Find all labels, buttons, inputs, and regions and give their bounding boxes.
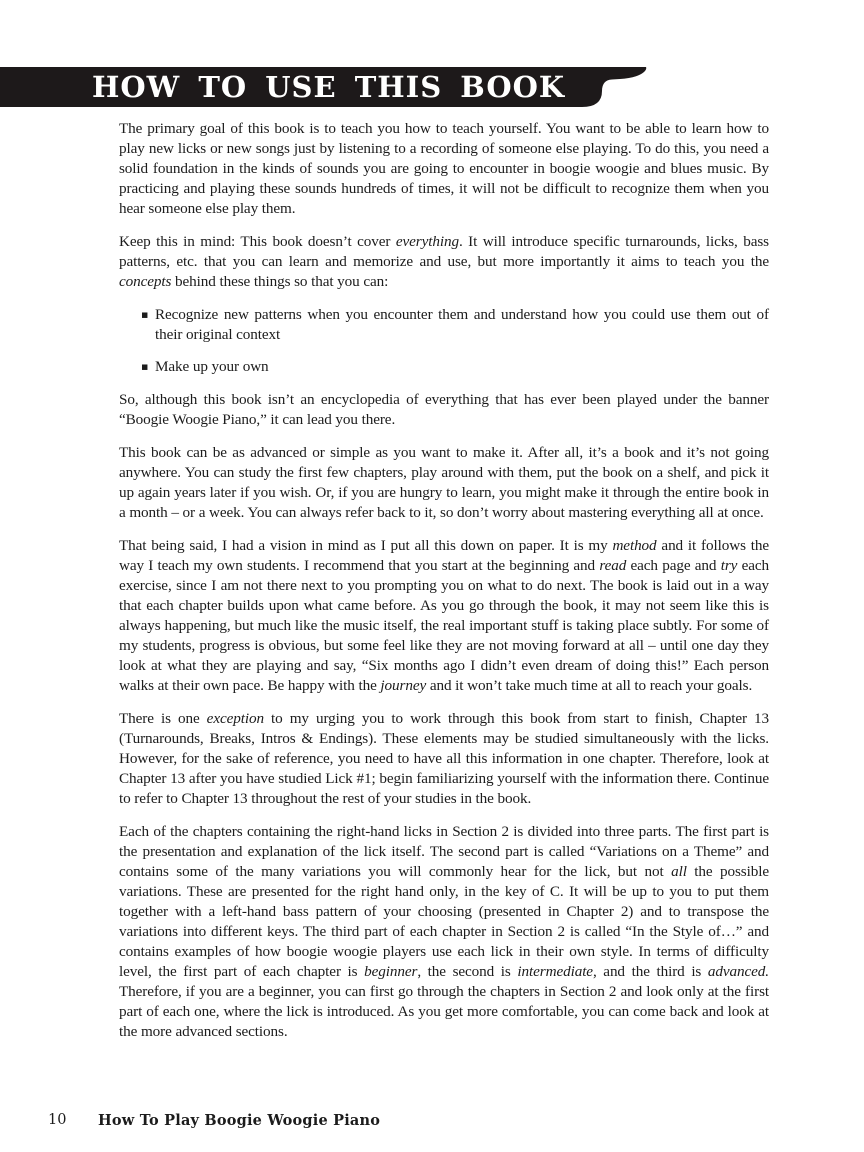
text-run: each page and: [626, 557, 721, 574]
text-run: , the second is: [417, 963, 518, 980]
paragraph: [119, 709, 769, 809]
page-title: HOW TO USE THIS BOOK: [92, 70, 566, 104]
text-run: . It will introduce specific turnarounds, licks, bass patterns, etc. that you can learn and memorize and use, but more importantly it aims to teach you the: [119, 233, 769, 270]
list-item-text: [155, 357, 769, 377]
list-item: [141, 357, 769, 377]
text-run: Each of the chapters containing the right-hand licks in Section 2 is divided into three parts. The first part is the presentation and explanation of the lick itself. The second part is called “Variations on a Theme” and contains some of the many variations you will commonly hear for the lick, but not: [119, 823, 769, 880]
footer-book-title: How To Play Boogie Woogie Piano: [98, 1112, 381, 1129]
paragraph: [119, 443, 769, 523]
text-run: Therefore, if you are a beginner, you can first go through the chapters in Section 2 and look only at the first part of each one, where the lick is introduced. As you get more comfortable, you can come back and look at the more advanced sections.: [119, 983, 769, 1040]
text-run: Make up your own: [155, 358, 269, 375]
text-run: and it won’t take much time at all to reach your goals.: [426, 677, 753, 694]
page-footer: [0, 1112, 864, 1136]
paragraph: [119, 232, 769, 292]
italic-text-run: concepts: [119, 273, 172, 290]
text-run: Keep this in mind: This book doesn’t cover: [119, 233, 396, 250]
paragraph: [119, 536, 769, 696]
italic-text-run: try: [720, 557, 738, 574]
text-run: to my urging you to work through this book from start to finish, Chapter 13 (Turnarounds, Breaks, Intros & Endings). These elements may be studied simultaneously with the licks. However, for the sake of reference, you need to have all this information in one chapter. Therefore, look at Chapter 13 after you have studied Lick #1; begin familiarizing yourself with the information there. Continue to refer to Chapter 13 throughout the rest of your studies in the book.: [119, 710, 769, 807]
text-run: behind these things so that you can:: [171, 273, 389, 290]
text-run: The primary goal of this book is to teach you how to teach yourself. You want to be able to learn how to play new licks or new songs just by listening to a recording of someone else playing. To do this, you need a solid foundation in the kinds of sounds you are going to encounter in boogie woogie and blues music. By practicing and playing these sounds hundreds of times, it will not be difficult to recognize them when you hear someone else play them.: [119, 120, 769, 217]
text-run: That being said, I had a vision in mind as I put all this down on paper. It is my: [119, 537, 613, 554]
paragraph: [119, 119, 769, 219]
bullet-marker: ▪: [141, 360, 149, 373]
paragraph: [119, 822, 769, 1042]
text-run: , and the third is: [592, 963, 708, 980]
italic-text-run: beginner: [364, 963, 418, 980]
text-run: the possible variations. These are presented for the right hand only, in the key of C. It will be up to you to put them together with a left-hand bass pattern of your choosing (presented in Chapter 2) and to transpose the variations into different keys. The third part of each chapter in Section 2 is called “In the Style of…” and contains examples of how boogie woogie players use each lick in their own style. In terms of difficulty level, the first part of each chapter is: [119, 863, 769, 980]
text-run: So, although this book isn’t an encyclopedia of everything that has ever been played under the banner “Boogie Woogie Piano,” it can lead you there.: [119, 391, 769, 428]
chapter-header-banner: [0, 67, 660, 109]
body-text: [119, 119, 769, 1055]
list-item: [141, 305, 769, 345]
text-run: This book can be as advanced or simple as you want to make it. After all, it’s a book and it’s not going anywhere. You can study the first few chapters, play around with them, put the book on a shelf, and pick it up again years later if you wish. Or, if you are hungry to learn, you might make it through the entire book in a month – or a week. You can always refer back to it, so don’t worry about mastering everything all at once.: [119, 444, 769, 521]
paragraph: [119, 390, 769, 430]
italic-text-run: method: [612, 537, 657, 554]
text-run: and it follows the way I teach my own students. I recommend that you start at the beginning and: [119, 537, 769, 574]
italic-text-run: exception: [206, 710, 264, 727]
italic-text-run: advanced.: [707, 963, 769, 980]
italic-text-run: intermediate: [517, 963, 593, 980]
italic-text-run: read: [599, 557, 627, 574]
text-run: There is one: [119, 710, 207, 727]
text-run: Recognize new patterns when you encounter them and understand how you could use them out of their original context: [155, 306, 769, 343]
page-number: 10: [48, 1112, 67, 1128]
list-item-text: [155, 305, 769, 345]
text-run: each exercise, since I am not there next to you prompting you on what to do next. The book is laid out in a way that each chapter builds upon what came before. As you go through the book, it may not seem like this is always happening, but much like the music itself, the real important stuff is taking place subtly. For some of my students, progress is obvious, but some feel like they are not moving forward at all – until one day they look at what they are playing and say, “Six months ago I didn’t even dream of doing this!” Each person walks at their own pace. Be happy with the: [119, 557, 769, 694]
italic-text-run: everything: [395, 233, 459, 250]
italic-text-run: all: [671, 863, 687, 880]
italic-text-run: journey: [380, 677, 427, 694]
bullet-marker: ▪: [141, 308, 149, 321]
bullet-list: [119, 305, 769, 377]
